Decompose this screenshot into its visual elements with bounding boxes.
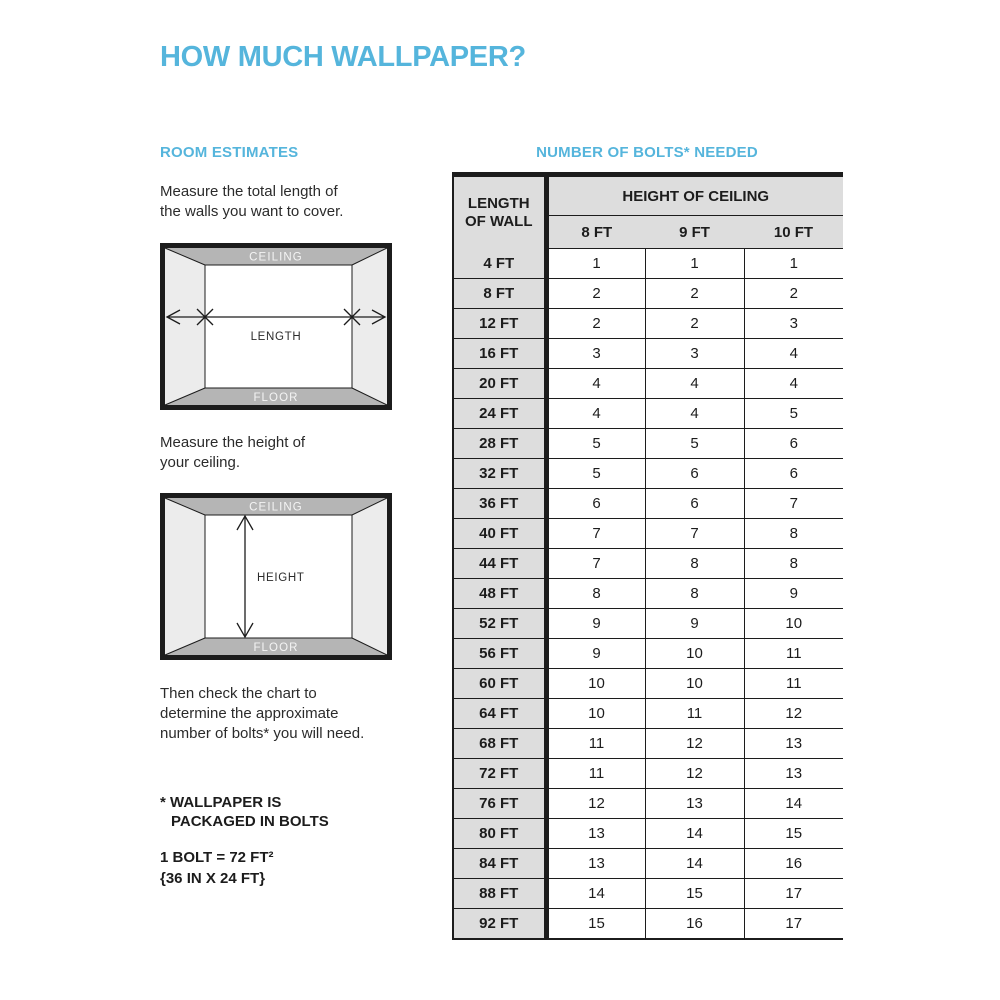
- row-label: 92 FT: [453, 909, 546, 939]
- bolt-count-cell: 7: [546, 519, 645, 549]
- row-label: 32 FT: [453, 459, 546, 489]
- row-label: 88 FT: [453, 879, 546, 909]
- table-row: [453, 699, 843, 729]
- table-row: [453, 669, 843, 699]
- bolt-count-cell: 8: [744, 519, 843, 549]
- table-row: [453, 849, 843, 879]
- row-label: 8 FT: [453, 279, 546, 309]
- bolt-count-cell: 8: [546, 579, 645, 609]
- row-label: 16 FT: [453, 339, 546, 369]
- table-row: [453, 729, 843, 759]
- bolt-count-cell: 11: [546, 729, 645, 759]
- bolt-table-body: [453, 249, 843, 939]
- table-row: [453, 489, 843, 519]
- room-estimates-heading: ROOM ESTIMATES: [160, 144, 299, 161]
- bolt-count-cell: 15: [546, 909, 645, 939]
- bolt-count-cell: 11: [744, 639, 843, 669]
- row-label: 44 FT: [453, 549, 546, 579]
- bolt-count-cell: 12: [546, 789, 645, 819]
- bolt-count-cell: 11: [645, 699, 744, 729]
- bolt-count-cell: 4: [645, 369, 744, 399]
- bolts-needed-heading: NUMBER OF BOLTS* NEEDED: [536, 144, 758, 161]
- table-row: [453, 879, 843, 909]
- table-row: [453, 399, 843, 429]
- bolt-count-cell: 10: [546, 699, 645, 729]
- table-row: [453, 609, 843, 639]
- row-label: 4 FT: [453, 249, 546, 279]
- bolt-count-cell: 4: [546, 369, 645, 399]
- bolt-count-cell: 16: [744, 849, 843, 879]
- bolt-table: [452, 172, 843, 940]
- table-row: [453, 369, 843, 399]
- table-row: [453, 429, 843, 459]
- table-row: [453, 279, 843, 309]
- bolt-count-cell: 5: [645, 429, 744, 459]
- bolt-count-cell: 5: [546, 429, 645, 459]
- bolt-count-cell: 10: [744, 609, 843, 639]
- bolt-count-cell: 5: [546, 459, 645, 489]
- table-row: [453, 639, 843, 669]
- bolt-count-cell: 2: [546, 279, 645, 309]
- row-label: 52 FT: [453, 609, 546, 639]
- bolt-count-cell: 6: [744, 459, 843, 489]
- row-label: 84 FT: [453, 849, 546, 879]
- table-row: [453, 759, 843, 789]
- bolt-count-cell: 5: [744, 399, 843, 429]
- bolt-count-cell: 2: [645, 279, 744, 309]
- row-label: 56 FT: [453, 639, 546, 669]
- bolt-count-cell: 3: [645, 339, 744, 369]
- column-header-8ft: 8 FT: [546, 216, 645, 249]
- bolt-count-cell: 1: [546, 249, 645, 279]
- row-label: 60 FT: [453, 669, 546, 699]
- ceiling-label: CEILING: [249, 501, 303, 514]
- table-row: [453, 339, 843, 369]
- bolt-count-cell: 14: [645, 849, 744, 879]
- height-of-ceiling-header: HEIGHT OF CEILING: [546, 175, 843, 216]
- bolt-count-cell: 8: [744, 549, 843, 579]
- bolt-count-cell: 10: [645, 639, 744, 669]
- table-row: [453, 819, 843, 849]
- room-walls: [163, 246, 390, 408]
- bolt-count-cell: 10: [645, 669, 744, 699]
- bolt-count-cell: 12: [744, 699, 843, 729]
- bolt-count-cell: 15: [645, 879, 744, 909]
- bolt-count-cell: 9: [546, 609, 645, 639]
- bolt-count-cell: 1: [645, 249, 744, 279]
- bolt-count-cell: 14: [546, 879, 645, 909]
- bolt-count-cell: 13: [744, 729, 843, 759]
- step-1-text: Measure the total length of the walls you want to cover.: [160, 183, 344, 220]
- bolt-count-cell: 6: [744, 429, 843, 459]
- bolt-count-cell: 9: [744, 579, 843, 609]
- row-label: 80 FT: [453, 819, 546, 849]
- bolt-count-cell: 9: [645, 609, 744, 639]
- bolt-count-cell: 3: [546, 339, 645, 369]
- bolt-count-cell: 8: [645, 549, 744, 579]
- row-label: 36 FT: [453, 489, 546, 519]
- bolt-count-cell: 7: [546, 549, 645, 579]
- bolt-count-cell: 6: [645, 489, 744, 519]
- bolt-count-cell: 4: [546, 399, 645, 429]
- row-label: 72 FT: [453, 759, 546, 789]
- bolt-count-cell: 11: [546, 759, 645, 789]
- room-height-diagram: [160, 493, 392, 660]
- bolt-count-cell: 4: [744, 369, 843, 399]
- bolt-count-cell: 2: [744, 279, 843, 309]
- bolt-count-cell: 4: [645, 399, 744, 429]
- column-header-9ft: 9 FT: [645, 216, 744, 249]
- step-3-text: Then check the chart to determine the approximate number of bolts* you will need.: [160, 685, 365, 742]
- bolt-count-cell: 7: [744, 489, 843, 519]
- page-title: HOW MUCH WALLPAPER?: [160, 41, 526, 73]
- table-row: [453, 789, 843, 819]
- row-label: 24 FT: [453, 399, 546, 429]
- length-label: LENGTH: [250, 331, 302, 343]
- bolt-count-cell: 3: [744, 309, 843, 339]
- table-row: [453, 249, 843, 279]
- bolt-count-cell: 10: [546, 669, 645, 699]
- bolt-count-cell: 12: [645, 759, 744, 789]
- column-header-10ft: 10 FT: [744, 216, 843, 249]
- bolt-count-cell: 1: [744, 249, 843, 279]
- bolt-count-cell: 2: [546, 309, 645, 339]
- bolt-count-cell: 6: [546, 489, 645, 519]
- bolt-count-cell: 11: [744, 669, 843, 699]
- bolt-count-cell: 12: [645, 729, 744, 759]
- height-label: HEIGHT: [257, 572, 305, 584]
- floor-label: FLOOR: [253, 642, 299, 654]
- bolt-count-cell: 4: [744, 339, 843, 369]
- bolt-count-cell: 16: [645, 909, 744, 939]
- bolt-count-cell: 13: [546, 849, 645, 879]
- table-row: [453, 519, 843, 549]
- row-label: 68 FT: [453, 729, 546, 759]
- table-row: [453, 549, 843, 579]
- table-row: [453, 459, 843, 489]
- bolt-count-cell: 15: [744, 819, 843, 849]
- row-label: 20 FT: [453, 369, 546, 399]
- ceiling-label: CEILING: [249, 251, 303, 264]
- bolt-count-cell: 9: [546, 639, 645, 669]
- row-label: 48 FT: [453, 579, 546, 609]
- bolt-count-cell: 2: [645, 309, 744, 339]
- row-label: 40 FT: [453, 519, 546, 549]
- bolt-count-cell: 13: [546, 819, 645, 849]
- table-row: [453, 909, 843, 939]
- length-of-wall-header: LENGTH OF WALL: [453, 175, 546, 249]
- row-label: 28 FT: [453, 429, 546, 459]
- row-label: 64 FT: [453, 699, 546, 729]
- row-label: 76 FT: [453, 789, 546, 819]
- room-length-diagram: [160, 243, 392, 410]
- bolt-count-cell: 17: [744, 909, 843, 939]
- bolt-count-cell: 17: [744, 879, 843, 909]
- step-2-text: Measure the height of your ceiling.: [160, 434, 306, 471]
- bolt-count-cell: 14: [744, 789, 843, 819]
- bolt-count-cell: 13: [744, 759, 843, 789]
- bolt-count-cell: 7: [645, 519, 744, 549]
- bolt-count-cell: 14: [645, 819, 744, 849]
- wallpaper-bolts-footnote: * WALLPAPER IS PACKAGED IN BOLTS: [160, 794, 329, 830]
- row-label: 12 FT: [453, 309, 546, 339]
- floor-label: FLOOR: [253, 392, 299, 404]
- table-row: [453, 579, 843, 609]
- table-row: [453, 309, 843, 339]
- bolt-size-info: 1 BOLT = 72 FT² {36 IN X 24 FT}: [160, 849, 274, 887]
- bolt-count-cell: 13: [645, 789, 744, 819]
- bolt-count-cell: 6: [645, 459, 744, 489]
- bolt-count-cell: 8: [645, 579, 744, 609]
